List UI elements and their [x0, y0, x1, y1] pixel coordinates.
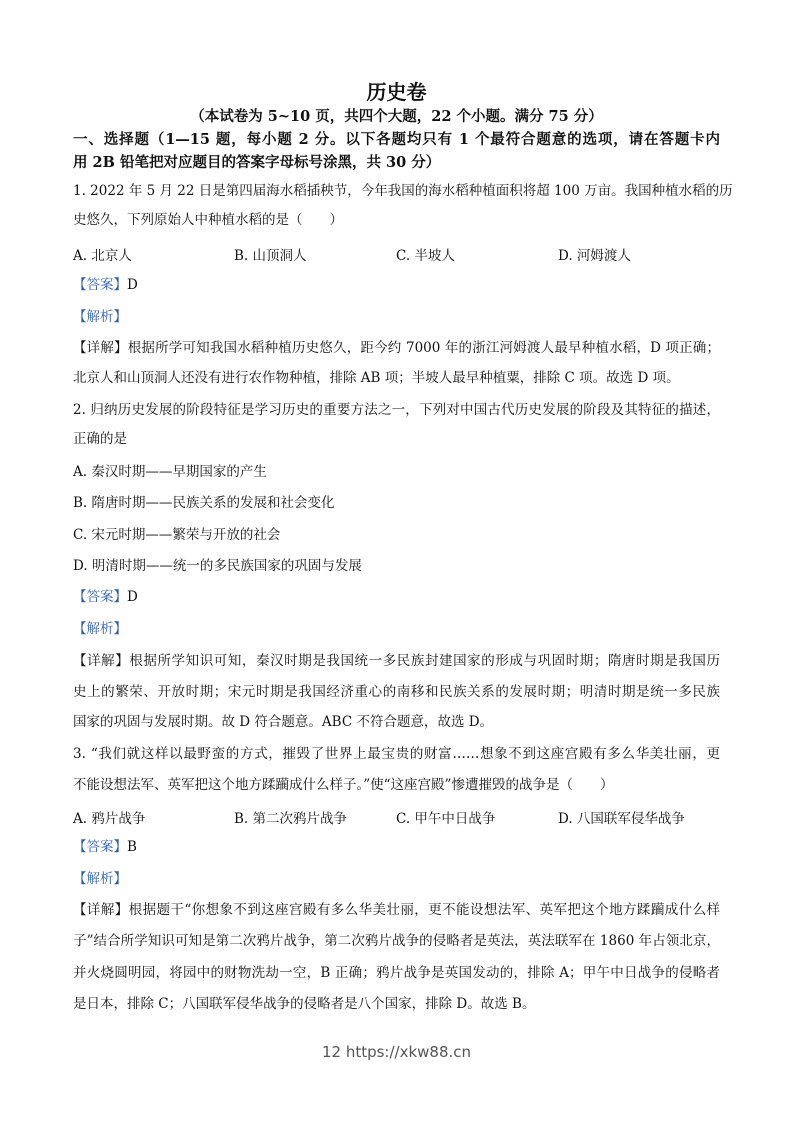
q1-answer [73, 276, 720, 294]
analysis-label: 【解析】 [73, 621, 127, 637]
q3-answer [73, 838, 720, 856]
q1-option-b: B. 山顶洞人 [234, 248, 307, 264]
answer-label: 【答案】 [73, 277, 127, 293]
q2-detail: 史上的繁荣、开放时期；宋元时期是我国经济重心的南移和民族关系的发展时期；明清时期是统一多民族 [73, 684, 720, 700]
question-1-stem: 史悠久，下列原始人中种植水稻的是（ ） [73, 212, 343, 228]
q1-detail [73, 339, 720, 357]
question-3-stem: 3. “我们就这样以最野蛮的方式，摧毁了世界上最宝贵的财富……想象不到这座宫殿有多么华美壮丽，更 [73, 746, 720, 762]
q3-detail: 是日本，排除 C；八国联军侵华战争的侵略者是八个国家，排除 D。故选 B。 [73, 996, 536, 1012]
q1-option-a: A. 北京人 [73, 248, 132, 264]
q2-option-c: C. 宋元时期——繁荣与开放的社会 [73, 527, 281, 543]
q3-detail: 子”结合所学知识可知是第二次鸦片战争，第二次鸦片战争的侵略者是英法，英法联军在 1860 年占领北京， [73, 933, 720, 949]
q3-option-a: A. 鸦片战争 [73, 811, 146, 827]
q3-detail: 并火烧圆明园，将园中的财物洗劫一空，B 正确；鸦片战争是英国发动的，排除 A；甲午中日战争的侵略者 [73, 965, 720, 981]
answer-label: 【答案】 [73, 839, 127, 855]
detail-text: 根据所学可知我国水稻种植历史悠久，距今约 7000 年的浙江河姆渡人最早种植水稻，D 项正确； [127, 340, 720, 356]
question-2-stem: 2. 归纳历史发展的阶段特征是学习历史的重要方法之一，下列对中国古代历史发展的阶段及其特征的描述， [73, 402, 720, 418]
section-heading: 用 2B 铅笔把对应题目的答案字母标号涂黑，共 30 分） [73, 154, 441, 171]
answer-value: B [127, 839, 137, 855]
answer-value: D [127, 277, 138, 293]
q2-detail: 国家的巩固与发展时期。故 D 符合题意。ABC 不符合题意，故选 D。 [73, 714, 494, 730]
question-2-stem: 正确的是 [73, 431, 127, 447]
detail-label: 【详解】 [73, 653, 130, 669]
answer-label: 【答案】 [73, 589, 127, 605]
q2-option-d: D. 明清时期——统一的多民族国家的巩固与发展 [73, 558, 362, 574]
detail-label: 【详解】 [73, 340, 128, 356]
q3-detail [73, 901, 720, 919]
q1-option-d: D. 河姆渡人 [558, 248, 631, 264]
q3-option-b: B. 第二次鸦片战争 [234, 811, 348, 827]
question-3-stem: 不能设想法军、英军把这个地方蹂躏成什么样子。”使“这座宫殿”惨遭摧毁的战争是（ ） [73, 777, 614, 793]
page-title: 历史卷 [366, 80, 427, 104]
q2-option-a: A. 秦汉时期——早期国家的产生 [73, 464, 267, 480]
page-footer: 12 https://xkw88.cn [321, 1043, 472, 1061]
q3-option-d: D. 八国联军侵华战争 [558, 811, 685, 827]
q2-option-b: B. 隋唐时期——民族关系的发展和社会变化 [73, 495, 335, 511]
section-heading: 一、选择题（1—15 题，每小题 2 分。以下各题均只有 1 个最符合题意的选项，请在答题卡内 [73, 131, 720, 148]
q1-option-c: C. 半坡人 [396, 248, 455, 264]
detail-text: 根据题干“你想象不到这座宫殿有多么华美壮丽，更不能设想法军、英军把这个地方蹂躏成什么样 [128, 902, 721, 918]
detail-text: 根据所学知识可知，秦汉时期是我国统一多民族封建国家的形成与巩固时期；隋唐时期是我国历 [129, 653, 721, 669]
q1-analysis [73, 308, 720, 326]
q3-option-c: C. 甲午中日战争 [396, 811, 496, 827]
q3-analysis [73, 870, 720, 888]
question-1-stem: 1. 2022 年 5 月 22 日是第四届海水稻插秧节，今年我国的海水稻种植面积将超 100 万亩。我国种植水稻的历 [73, 183, 733, 199]
q2-detail [73, 652, 720, 670]
detail-label: 【详解】 [73, 902, 129, 918]
q2-analysis [73, 620, 720, 638]
q1-detail: 北京人和山顶洞人还没有进行农作物种植，排除 AB 项；半坡人最早种植粟，排除 C 项。故选 D 项。 [73, 370, 680, 386]
analysis-label: 【解析】 [73, 309, 127, 325]
q2-answer [73, 588, 720, 606]
analysis-label: 【解析】 [73, 871, 127, 887]
exam-subtitle: （本试卷为 5~10 页，共四个大题，22 个小题。满分 75 分） [190, 108, 603, 125]
answer-value: D [127, 589, 138, 605]
